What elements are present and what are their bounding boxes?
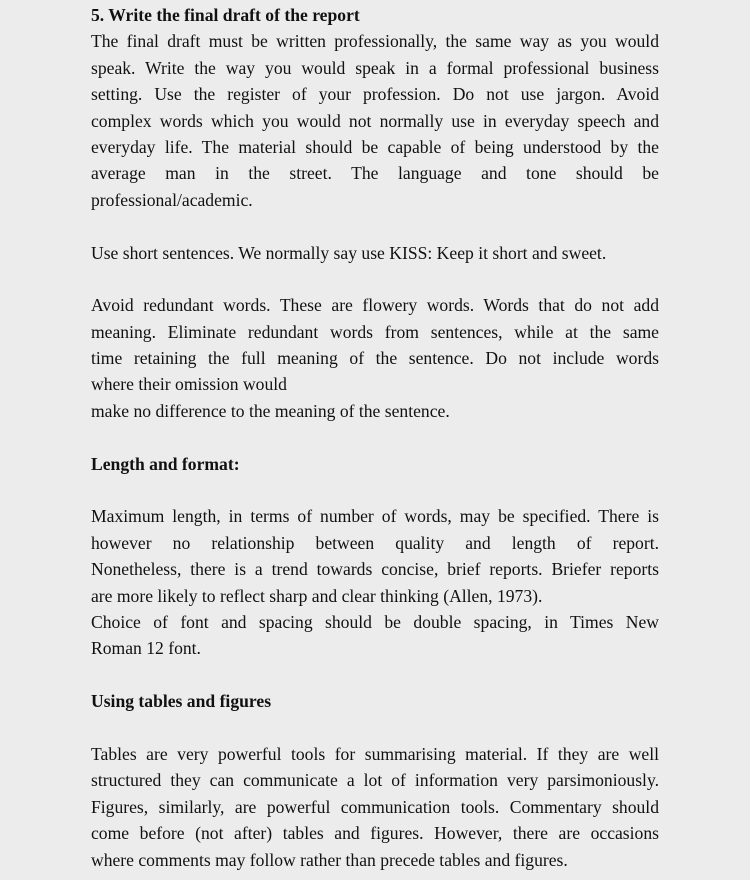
text-line: Figures, similarly, are powerful communication tools. Commentary should bbox=[91, 796, 659, 817]
text-line: however no relationship between quality and length of report. bbox=[91, 532, 659, 553]
text-line: Tables are very powerful tools for summarising material. If they are well bbox=[91, 743, 659, 764]
text-line: come before (not after) tables and figures. However, there are occasions bbox=[91, 823, 659, 844]
text-line: make no difference to the meaning of the sentence. bbox=[91, 400, 450, 421]
text-line: Avoid redundant words. These are flowery words. Words that do not add bbox=[91, 295, 659, 316]
paragraph-short-sentences bbox=[91, 240, 659, 266]
text-line: average man in the street. The language and tone should be bbox=[91, 163, 659, 184]
heading-tables-figures: Using tables and figures bbox=[91, 691, 272, 712]
text-line: structured they can communicate a lot of information very parsimoniously. bbox=[91, 770, 659, 791]
paragraph-spacer bbox=[91, 213, 659, 239]
paragraph-spacer bbox=[91, 477, 659, 503]
text-line: are more likely to reflect sharp and clear thinking (Allen, 1973). bbox=[91, 585, 543, 606]
paragraph-length bbox=[91, 503, 659, 661]
paragraph-final-draft bbox=[91, 28, 659, 213]
paragraph-redundant-words bbox=[91, 292, 659, 424]
paragraph-tables bbox=[91, 741, 659, 873]
paragraph-spacer bbox=[91, 266, 659, 292]
text-line: Choice of font and spacing should be double spacing, in Times New bbox=[91, 611, 659, 632]
text-line: where comments may follow rather than precede tables and figures. bbox=[91, 849, 568, 870]
text-line: time retaining the full meaning of the sentence. Do not include words bbox=[91, 348, 659, 369]
heading-length-format: Length and format: bbox=[91, 453, 240, 474]
document-page bbox=[91, 2, 659, 873]
text-line: Nonetheless, there is a trend towards concise, brief reports. Briefer reports bbox=[91, 559, 659, 580]
text-line: Use short sentences. We normally say use KISS: Keep it short and sweet. bbox=[91, 242, 607, 263]
text-line: The final draft must be written professionally, the same way as you would bbox=[91, 31, 659, 52]
paragraph-spacer bbox=[91, 715, 659, 741]
text-line: speak. Write the way you would speak in a formal professional business bbox=[91, 57, 659, 78]
text-line: professional/academic. bbox=[91, 189, 253, 210]
text-line: Roman 12 font. bbox=[91, 638, 201, 659]
text-line: complex words which you would not normally use in everyday speech and bbox=[91, 110, 659, 131]
text-line: meaning. Eliminate redundant words from sentences, while at the same bbox=[91, 321, 659, 342]
text-line: Maximum length, in terms of number of words, may be specified. There is bbox=[91, 506, 659, 527]
paragraph-spacer bbox=[91, 662, 659, 688]
text-line: setting. Use the register of your profession. Do not use jargon. Avoid bbox=[91, 84, 659, 105]
section-title: 5. Write the final draft of the report bbox=[91, 5, 360, 25]
paragraph-spacer bbox=[91, 424, 659, 450]
text-line: everyday life. The material should be capable of being understood by the bbox=[91, 136, 659, 157]
text-line: where their omission would bbox=[91, 374, 287, 395]
